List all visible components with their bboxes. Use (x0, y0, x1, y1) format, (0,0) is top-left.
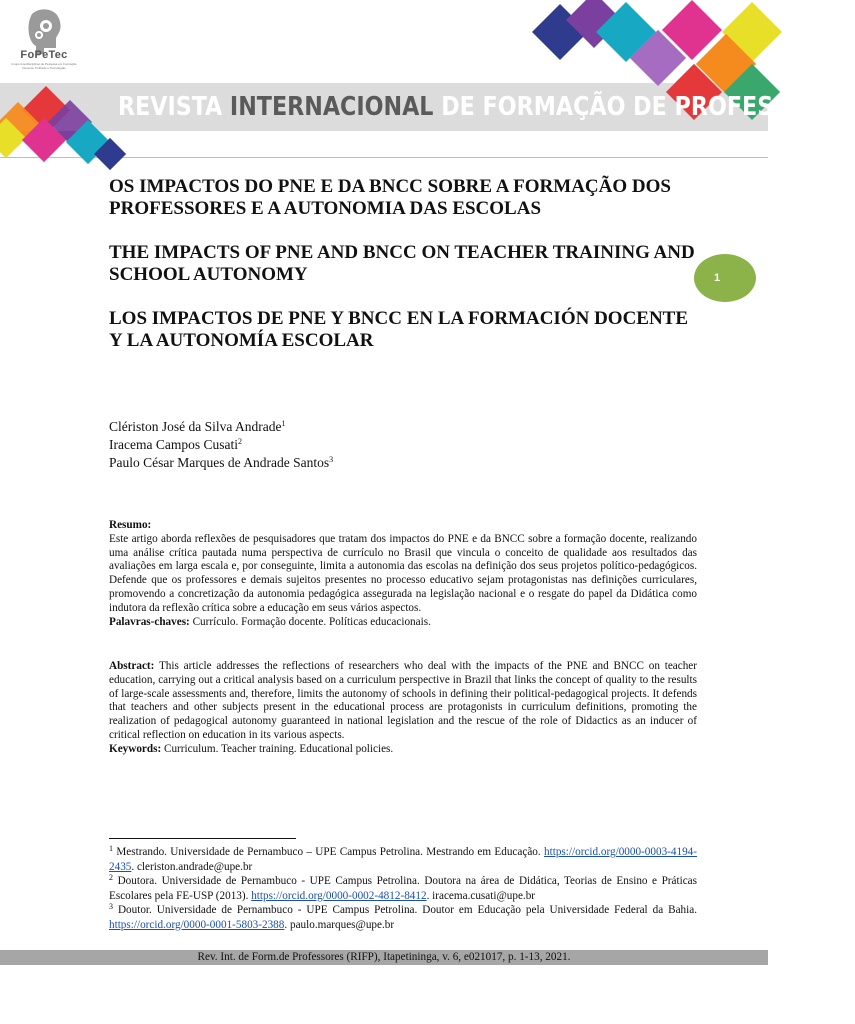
footnote-divider (109, 838, 296, 839)
author-list (109, 418, 629, 472)
footnote-3: $^3$ Doutor. Universidade de Pernambuco - UPE Campus Petrolina. Doutor em Educação pela Universidade Federal da Bahia. https://orcid.org/0000-0001-5803-2388. paulo.marques@upe.br (109, 902, 697, 931)
resumo-keywords: Palavras-chaves: Currículo. Formação docente. Políticas educacionais. (109, 615, 431, 628)
journal-title: REVISTA INTERNACIONAL DE FORMAÇÃO DE PROFESSORES (118, 92, 855, 122)
resumo-text: Este artigo aborda reflexões de pesquisadores que tratam dos impactos do PNE e da BNCC sobre a formação docente, realizando uma análise crítica pautada numa perspectiva de currículo no Brasil que vincula o conceito de qualidade aos resultados das avaliações em larga escala e, por conseguinte, limita a autonomia das escolas na definição dos seus projetos político-pedagógicos. Defende que os professores e demais sujeitos presentes no processo educativo sejam protagonistas nas definições curriculares, promovendo a concretização da autonomia pedagógica assegurada na legislação nacional e o resgate do papel da Didática como indutora da reflexão crítica sobre a educação em seus vários aspectos. (109, 532, 697, 614)
journal-citation: Rev. Int. de Form.de Professores (RIFP), Itapetininga, v. 6, e021017, p. 1-13, 2021. (197, 951, 571, 963)
orcid-link-2[interactable]: https://orcid.org/0000-0002-4812-8412 (251, 889, 427, 902)
author: Paulo César Marques de Andrade Santos$^3$ (109, 455, 334, 470)
author: Clériston José da Silva Andrade$^1$ (109, 419, 286, 434)
logo-text: FoPeTec (20, 49, 68, 61)
footnote-mark[interactable]: 1 (281, 419, 286, 428)
orcid-link-3[interactable]: https://orcid.org/0000-0001-5803-2388 (109, 918, 285, 931)
resumo-label: Resumo: (109, 519, 152, 531)
page-number-badge: 1 (694, 254, 756, 302)
abstract-keywords: Keywords: Curriculum. Teacher training. Educational policies. (109, 742, 394, 755)
abstract-section (109, 660, 697, 757)
article-titles (109, 176, 699, 374)
title-spanish: LOS IMPACTOS DE PNE Y BNCC EN LA FORMACIÓN DOCENTE Y LA AUTONOMÍA ESCOLAR (109, 308, 689, 351)
footnote-mark[interactable]: 2 (237, 437, 242, 446)
abstract-text: Abstract: This article addresses the reflections of researchers who deal with the impacts of the PNE and BNCC on teacher education, carrying out a critical analysis based on a curriculum perspective in Brazil that links the concept of quality to the results of large-scale assessments and, therefore, limits the autonomy of schools in defining their political-pedagogical projects. It defends that teachers and other subjects present in the educational process are protagonists in curriculum definitions, promoting the realization of pedagogical autonomy guaranteed in national legislation and the rescue of the role of Didactics as an inducer of critical reflection on education in its various aspects. (109, 660, 697, 741)
orcid-link-1[interactable]: https://orcid.org/0000-0003-4194-2435 (109, 846, 698, 873)
footnote-2: $^2$ Doutora. Universidade de Pernambuco - UPE Campus Petrolina. Doutora na área de Didática, Teorias de Ensino e Práticas Escolares pela FE-USP (2013). https://orcid.org/0000-0002-4812-8412. iracema.cusati@upe.br (109, 873, 697, 902)
journal-banner (0, 0, 855, 158)
logo-subtext: Grupo Interdisciplinar de Pesquisa em Formação Docente, Políticas e Tecnologias (11, 62, 77, 70)
footnotes (109, 845, 697, 932)
footnote-1: $^1$ Mestrando. Universidade de Pernambuco – UPE Campus Petrolina. Mestrando em Educação. https://orcid.org/0000-0003-4194-2435. cleriston.andrade@upe.br (109, 844, 698, 873)
resumo-section (109, 519, 697, 629)
footnote-mark[interactable]: 3 (329, 455, 334, 464)
title-portuguese: OS IMPACTOS DO PNE E DA BNCC SOBRE A FORMAÇÃO DOS PROFESSORES E A AUTONOMIA DAS ESCOLAS (109, 176, 671, 219)
author: Iracema Campos Cusati$^2$ (109, 437, 242, 452)
banner-decoration-right-front (640, 0, 768, 157)
title-english: THE IMPACTS OF PNE AND BNCC ON TEACHER TRAINING AND SCHOOL AUTONOMY (109, 242, 695, 285)
